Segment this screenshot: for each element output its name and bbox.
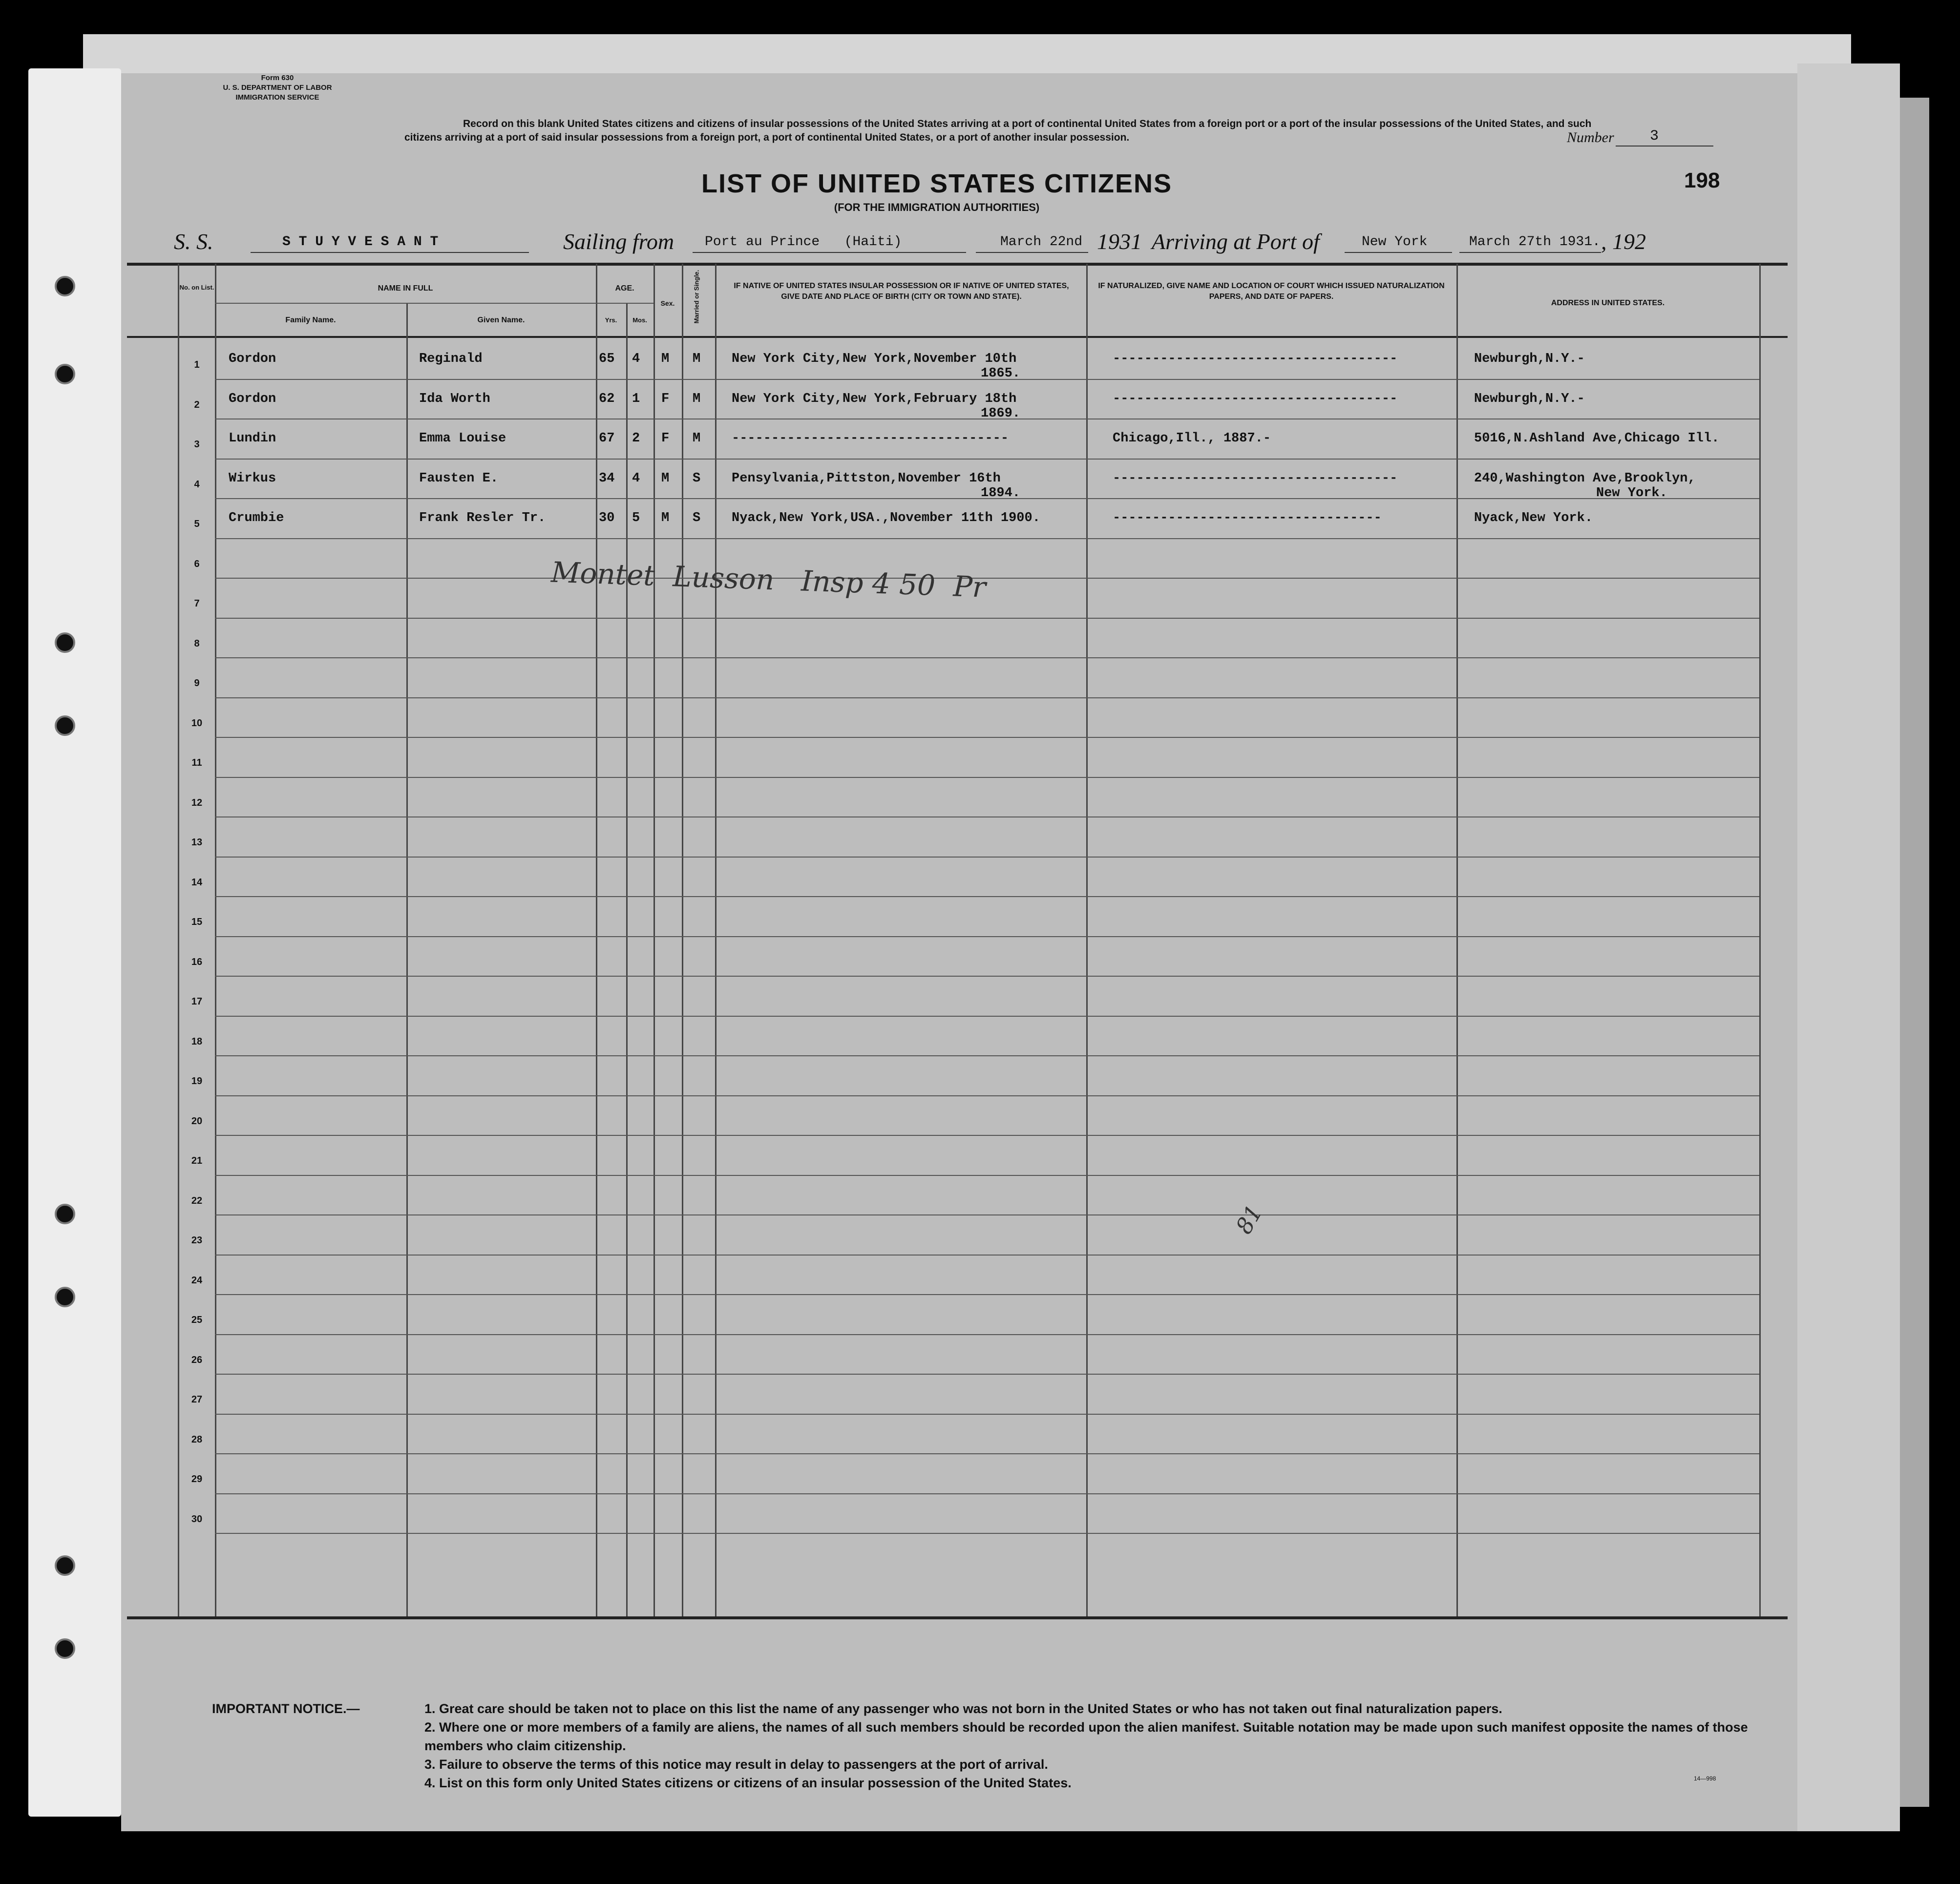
binder-hole: [55, 1638, 75, 1659]
row-rule: [215, 1095, 1759, 1096]
row-rule: [215, 777, 1759, 778]
passenger-address: Newburgh,N.Y.-: [1474, 391, 1585, 406]
passenger-naturalization: ------------------------------------: [1113, 391, 1398, 406]
row-number: 5: [194, 519, 200, 529]
row-number: 26: [191, 1354, 203, 1365]
passenger-family-name: Gordon: [229, 391, 276, 406]
row-rule: [215, 737, 1759, 738]
passenger-sex: M: [661, 511, 670, 525]
passenger-age-years: 62: [599, 391, 615, 406]
form-subtitle: (FOR THE IMMIGRATION AUTHORITIES): [834, 201, 1040, 213]
table-top-rule: [127, 263, 1788, 266]
row-number: 2: [194, 399, 200, 410]
name-subheader-rule: [215, 303, 653, 304]
passenger-birth-place: Pensylvania,Pittston,November 16th: [732, 471, 1001, 486]
passenger-naturalization: ------------------------------------: [1113, 471, 1398, 486]
row-rule: [215, 1016, 1759, 1017]
row-rule: [215, 1255, 1759, 1256]
passenger-given-name: Frank Resler Tr.: [419, 511, 546, 525]
passenger-age-months: 4: [632, 471, 640, 486]
row-rule: [215, 1533, 1759, 1534]
row-rule: [215, 1334, 1759, 1335]
row-rule: [215, 1135, 1759, 1136]
col-naturalized-header: IF NATURALIZED, GIVE NAME AND LOCATION OF COURT WHICH ISSUED NATURALIZATION PAPERS, AND DATE OF PAPERS.: [1098, 282, 1445, 301]
col-birth-header: IF NATIVE OF UNITED STATES INSULAR POSSESSION OR IF NATIVE OF UNITED STATES, GIVE DATE AND PLACE OF BIRTH (CITY OR TOWN AND STATE).: [734, 282, 1069, 301]
row-number: 14: [191, 877, 203, 888]
binder-hole: [55, 1287, 75, 1307]
passenger-family-name: Gordon: [229, 352, 276, 366]
row-number: 20: [191, 1115, 203, 1127]
row-rule: [215, 1055, 1759, 1056]
ss-label: S. S.: [174, 229, 213, 254]
passenger-age-months: 2: [632, 431, 640, 446]
service-name: IMMIGRATION SERVICE: [235, 93, 319, 102]
passenger-given-name: Emma Louise: [419, 431, 506, 446]
notice-item: 1. Great care should be taken not to place on this list the name of any passenger who was not born in the United States or who has not taken out final naturalization papers.: [424, 1701, 1502, 1716]
sail-date: March 22nd: [1000, 234, 1083, 250]
passenger-address: 5016,N.Ashland Ave,Chicago Ill.: [1474, 431, 1720, 446]
row-number: 1: [194, 359, 200, 370]
col-rule: [178, 264, 179, 1616]
row-rule: [215, 657, 1759, 658]
passenger-marital-status: M: [693, 391, 701, 406]
print-code: 14—998: [1694, 1775, 1716, 1782]
passenger-given-name: Ida Worth: [419, 391, 490, 406]
passenger-birth-place: New York City,New York,November 10th: [732, 352, 1017, 366]
ship-line: [251, 252, 529, 253]
binder-strip: [28, 68, 121, 1817]
passenger-age-months: 4: [632, 352, 640, 366]
binder-hole: [55, 364, 75, 384]
row-rule: [215, 896, 1759, 897]
passenger-address: Newburgh,N.Y.-: [1474, 352, 1585, 366]
row-number: 18: [191, 1036, 203, 1047]
col-married-header: Married or Single.: [693, 270, 700, 324]
passenger-birth-place: Nyack,New York,USA.,November 11th 1900.: [732, 511, 1040, 525]
row-number: 28: [191, 1434, 203, 1445]
form-instructions: Record on this blank United States citizens and citizens of insular possessions of the United States arriving at a port of continental United States from a foreign port or a port of the insular possessions of the United States, and such citizens arriving at a port of said insular possessions from a foreign port, a port of continental United States, or a port of another insular possession.: [404, 118, 1592, 143]
row-number: 15: [191, 917, 203, 927]
row-number: 25: [191, 1315, 203, 1325]
passenger-marital-status: M: [693, 352, 701, 366]
passenger-address: Nyack,New York.: [1474, 511, 1593, 525]
passenger-age-years: 30: [599, 511, 615, 525]
passenger-sex: F: [661, 431, 670, 446]
notice-heading: IMPORTANT NOTICE.—: [212, 1701, 360, 1716]
ship-name: S T U Y V E S A N T: [282, 234, 439, 250]
passenger-given-name: Reginald: [419, 352, 483, 366]
arriving-label: Arriving at Port of: [1152, 229, 1320, 254]
row-number: 21: [191, 1155, 203, 1166]
row-rule: [215, 618, 1759, 619]
arrive-date: March 27th 1931.: [1469, 234, 1601, 250]
row-number: 29: [191, 1474, 203, 1485]
department-name: U. S. DEPARTMENT OF LABOR: [223, 84, 332, 92]
passenger-age-months: 1: [632, 391, 640, 406]
binder-hole: [55, 1555, 75, 1576]
col-name-header: NAME IN FULL: [378, 284, 433, 293]
row-rule: [215, 578, 1759, 579]
row-number: 4: [194, 479, 200, 490]
form-number: Form 630: [261, 74, 294, 82]
row-number: 27: [191, 1394, 203, 1405]
passenger-marital-status: S: [693, 511, 701, 525]
binder-hole: [55, 1204, 75, 1224]
col-rule: [1759, 264, 1761, 1616]
row-rule: [215, 976, 1759, 977]
row-number: 12: [191, 797, 203, 808]
col-sex-header: Sex.: [660, 299, 675, 307]
row-number: 7: [194, 598, 200, 609]
col-rule: [406, 303, 408, 1616]
arrive-date-line: [1459, 252, 1601, 253]
number-label: Number: [1567, 129, 1614, 146]
row-number: 9: [194, 678, 200, 689]
row-rule: [215, 1493, 1759, 1494]
inspector-handwriting: Montet Lusson Insp 4 50 Pr: [550, 555, 987, 604]
row-rule: [215, 857, 1759, 858]
number-value: 3: [1650, 128, 1659, 145]
table-bottom-rule: [127, 1616, 1788, 1619]
year-suffix: , 192: [1601, 229, 1646, 254]
passenger-birth-place: New York City,New York,February 18th: [732, 391, 1017, 406]
col-mos-header: Mos.: [632, 316, 647, 324]
passenger-address-line2: New York.: [1596, 485, 1667, 501]
row-rule: [215, 1214, 1759, 1215]
passenger-sex: M: [661, 352, 670, 366]
passenger-age-years: 67: [599, 431, 615, 446]
notice-item: 3. Failure to observe the terms of this notice may result in delay to passengers at the port of arrival.: [424, 1757, 1048, 1772]
col-given-header: Given Name.: [477, 316, 525, 324]
row-rule: [215, 1414, 1759, 1415]
notice-item: 4. List on this form only United States citizens or citizens of an insular possession of the United States.: [424, 1776, 1072, 1790]
row-number: 3: [194, 439, 200, 450]
col-family-header: Family Name.: [285, 316, 336, 324]
passenger-birth-place: -----------------------------------: [732, 431, 1009, 446]
row-number: 30: [191, 1513, 203, 1525]
sail-date-line: [976, 252, 1088, 253]
passenger-family-name: Crumbie: [229, 511, 284, 525]
notice-item: 2. Where one or more members of a family are aliens, the names of all such members should be recorded upon the alien manifest. Suitable notation may be made upon such manifest opposite the names of those members who claim citizenship.: [424, 1720, 1748, 1753]
sail-year: 1931: [1097, 229, 1142, 254]
row-number: 8: [194, 638, 200, 649]
passenger-birth-year: 1865.: [981, 366, 1021, 381]
passenger-naturalization: Chicago,Ill., 1887.-: [1113, 431, 1271, 446]
passenger-age-years: 65: [599, 352, 615, 366]
col-rule: [626, 303, 628, 1616]
port-from-line: [693, 252, 966, 253]
passenger-naturalization: ----------------------------------: [1113, 511, 1382, 525]
passenger-address: 240,Washington Ave,Brooklyn,: [1474, 471, 1696, 486]
port-to: New York: [1362, 234, 1428, 250]
binder-hole: [55, 276, 75, 296]
col-age-header: AGE.: [615, 284, 634, 293]
manifest-sheet: [121, 73, 1797, 1831]
row-number: 6: [194, 558, 200, 569]
stamp-number: 81: [1230, 1200, 1268, 1238]
row-number: 23: [191, 1235, 203, 1246]
passenger-birth-year: 1894.: [981, 485, 1021, 501]
passenger-age-months: 5: [632, 511, 640, 525]
row-number: 10: [191, 717, 203, 729]
passenger-naturalization: ------------------------------------: [1113, 352, 1398, 366]
col-no-header: No. on List.: [179, 284, 214, 291]
row-rule: [215, 936, 1759, 937]
row-number: 22: [191, 1195, 203, 1206]
under-page-right-2: [1900, 98, 1929, 1807]
passenger-family-name: Lundin: [229, 431, 276, 446]
row-rule: [215, 1374, 1759, 1375]
port-from: Port au Prince (Haiti): [705, 234, 902, 250]
passenger-marital-status: S: [693, 471, 701, 486]
row-number: 13: [191, 837, 203, 848]
row-number: 17: [191, 996, 203, 1007]
under-page-top: [83, 34, 1851, 73]
number-line: [1616, 146, 1713, 147]
passenger-family-name: Wirkus: [229, 471, 276, 486]
row-rule: [215, 538, 1759, 539]
row-rule: [215, 1453, 1759, 1454]
passenger-marital-status: M: [693, 431, 701, 446]
row-number: 11: [191, 757, 202, 768]
col-address-header: ADDRESS IN UNITED STATES.: [1551, 299, 1665, 307]
row-number: 19: [191, 1076, 203, 1087]
col-yrs-header: Yrs.: [605, 316, 617, 324]
row-rule: [215, 1294, 1759, 1295]
passenger-sex: F: [661, 391, 670, 406]
row-number: 24: [191, 1275, 203, 1286]
passenger-given-name: Fausten E.: [419, 471, 499, 486]
row-rule: [215, 1175, 1759, 1176]
port-to-line: [1345, 252, 1452, 253]
binder-hole: [55, 632, 75, 653]
row-number: 16: [191, 956, 203, 967]
page-number: 198: [1684, 168, 1720, 192]
row-rule: [215, 697, 1759, 698]
sailing-label: Sailing from: [563, 229, 674, 254]
row-rule: [215, 816, 1759, 817]
passenger-age-years: 34: [599, 471, 615, 486]
header-bottom-rule: [127, 336, 1788, 338]
passenger-sex: M: [661, 471, 670, 486]
binder-hole: [55, 715, 75, 736]
under-page-right: [1797, 63, 1900, 1831]
form-title: LIST OF UNITED STATES CITIZENS: [701, 169, 1172, 198]
passenger-birth-year: 1869.: [981, 406, 1021, 421]
row-rule: [215, 459, 1759, 460]
